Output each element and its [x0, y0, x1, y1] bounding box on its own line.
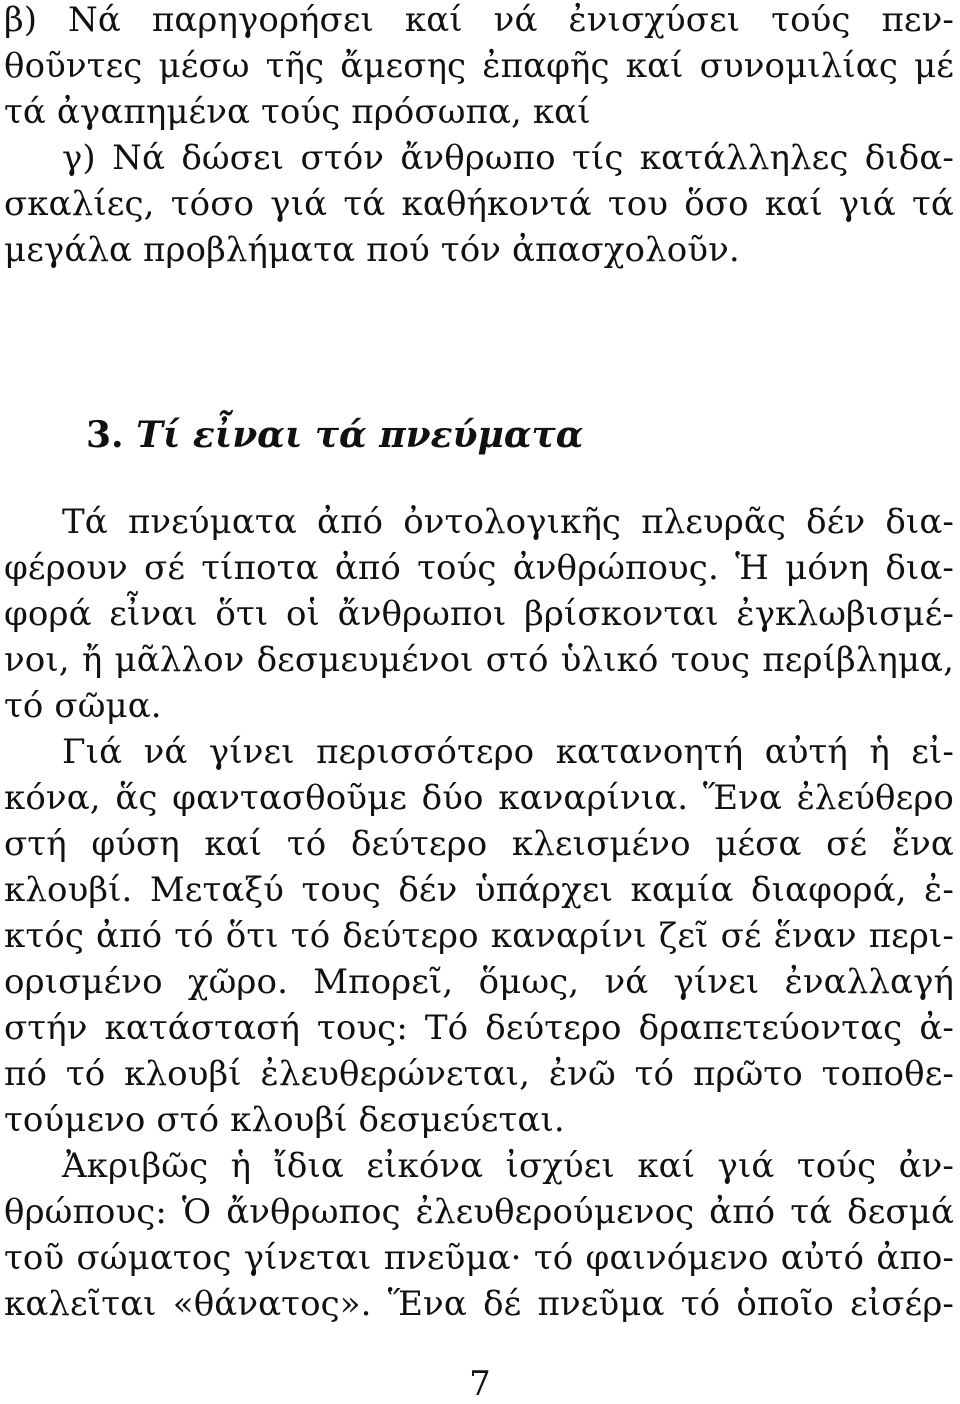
text-line: τό σῶμα. [4, 686, 162, 726]
text-line: νοι, ἤ μᾶλλον δεσμευμένοι στό ὑλικό τους περίβλημα, [4, 640, 954, 680]
text-line: γ) Νά δώσει στόν ἄνθρωπο τίς κατάλληλες διδα- [62, 138, 954, 178]
text-line: μεγάλα προβλήματα πού τόν ἀπασχολοῦν. [4, 230, 740, 270]
text-line: τούμενο στό κλουβί δεσμεύεται. [4, 1100, 565, 1140]
text-line: στή φύση καί τό δεύτερο κλεισμένο μέσα σέ ἕνα [4, 824, 954, 864]
text-line: β) Νά παρηγορήσει καί νά ἐνισχύσει τούς πεν- [4, 0, 954, 40]
text-line: τά ἀγαπημένα τούς πρόσωπα, καί [4, 92, 591, 132]
text-line: σκαλίες, τόσο γιά τά καθήκοντά του ὅσο καί γιά τά [4, 184, 954, 224]
text-line: πό τό κλουβί ἐλευθερώνεται, ἐνῶ τό πρῶτο τοποθε- [4, 1054, 954, 1094]
text-line: ορισμένο χῶρο. Μπορεῖ, ὅμως, νά γίνει ἐναλλαγή [4, 962, 954, 1002]
section-heading [86, 410, 846, 460]
section-number: 3. [86, 414, 124, 456]
text-line: φέρουν σέ τίποτα ἀπό τούς ἀνθρώπους. Ἡ μόνη δια- [4, 548, 954, 588]
text-line: κτός ἀπό τό ὅτι τό δεύτερο καναρίνι ζεῖ σέ ἕναν περι- [4, 916, 954, 956]
text-line: φορά εἶναι ὅτι οἱ ἄνθρωποι βρίσκονται ἐγκλωβισμέ- [4, 594, 954, 634]
section-title: Τί εἶναι τά πνεύματα [136, 414, 584, 456]
text-line: κλουβί. Μεταξύ τους δέν ὑπάρχει καμία διαφορά, ἐ- [4, 870, 954, 910]
text-line: κόνα, ἅς φαντασθοῦμε δύο καναρίνια. Ἕνα ἐλεύθερο [4, 778, 954, 818]
page-number: 7 [469, 1364, 491, 1404]
text-line: τοῦ σώματος γίνεται πνεῦμα· τό φαινόμενο αὐτό ἀπο- [4, 1238, 954, 1278]
text-line: Τά πνεύματα ἀπό ὀντολογικῆς πλευρᾶς δέν δια- [62, 502, 954, 542]
text-line: καλεῖται «θάνατος». Ἕνα δέ πνεῦμα τό ὁποῖο εἰσέρ- [4, 1284, 954, 1324]
text-line: Ἀκριβῶς ἡ ἴδια εἰκόνα ἰσχύει καί γιά τούς ἀν- [62, 1146, 954, 1186]
text-line: στήν κατάστασή τους: Τό δεύτερο δραπετεύοντας ἀ- [4, 1008, 954, 1048]
text-line: θρώπους: Ὁ ἄνθρωπος ἐλευθερούμενος ἀπό τά δεσμά [4, 1192, 954, 1232]
text-line: θοῦντες μέσω τῆς ἄμεσης ἐπαφῆς καί συνομιλίας μέ [4, 46, 954, 86]
text-line: Γιά νά γίνει περισσότερο κατανοητή αὐτή ἡ εἰ- [62, 732, 954, 772]
